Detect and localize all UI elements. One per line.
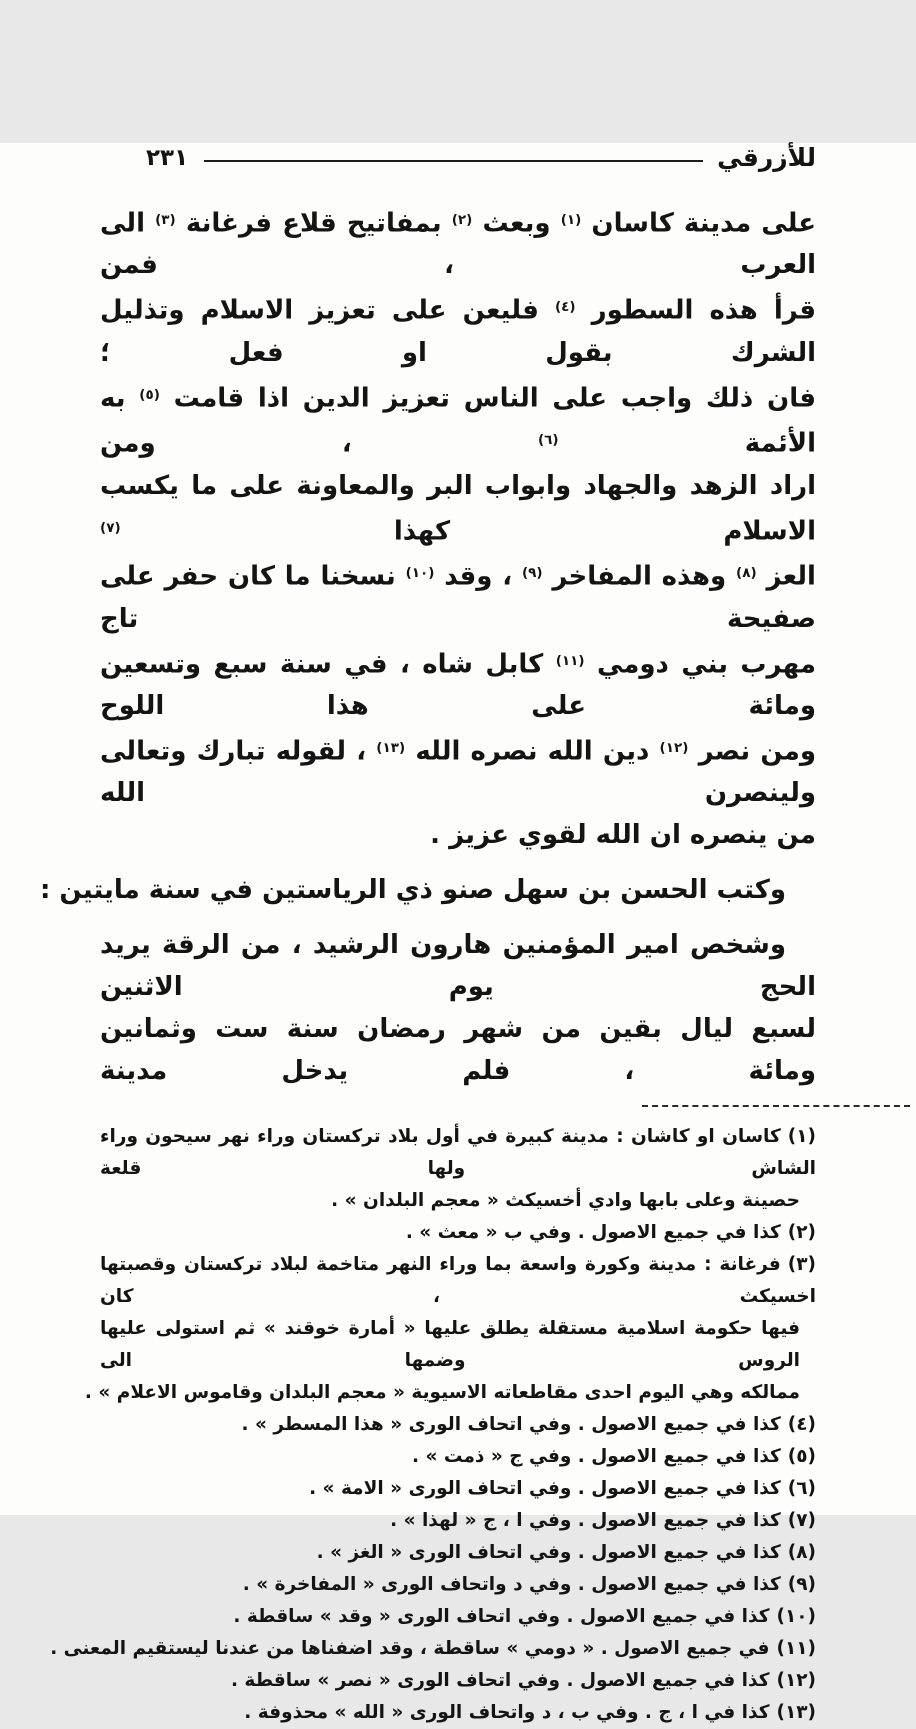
footnote-marker: (٨) xyxy=(787,1542,816,1564)
running-title: للأزرقي xyxy=(717,143,816,172)
body-line: العز $^{(٨)}$ وهذه المفاخر $^{(٩)}$ ، وقد $^{(١٠)}$ نسخنا ما كان حفر على صفيحة تاج xyxy=(100,561,816,634)
footnote-text: كاسان او كاشان : مدينة كبيرة في أول بلاد تركستان وراء نهر سيحون وراء الشاش ولها قلعة xyxy=(100,1126,816,1180)
body-line: اراد الزهد والجهاد وابواب البر والمعاونة على ما يكسب الاسلام كهذا $^{(٧)}$ xyxy=(100,470,816,547)
body-text xyxy=(39,199,816,1092)
footnote-marker: (٧) xyxy=(787,1510,816,1532)
footnote-text: كذا في جميع الاصول . وفي ج « ذمت » . xyxy=(412,1446,781,1468)
header-rule xyxy=(204,160,703,162)
footnote xyxy=(100,1505,816,1537)
body-line: وكتب الحسن بن سهل صنو ذي الرياستين في سنة مايتين : xyxy=(39,875,786,906)
book-page xyxy=(0,143,916,1724)
footnote-line xyxy=(100,1441,816,1473)
body-line: وشخص امير المؤمنين هارون الرشيد ، من الرقة يريد الحج يوم الاثنين xyxy=(100,930,816,1003)
body-line: فان ذلك واجب على الناس تعزيز الدين اذا قامت $^{(٥)}$ به الأئمة $^{(٦)}$ ، ومن xyxy=(100,383,816,459)
footnote-text: كذا في جميع الاصول . وفي ب « معث » . xyxy=(405,1222,781,1244)
footnote-line xyxy=(100,1601,816,1633)
footnote xyxy=(50,1633,816,1665)
paragraph xyxy=(39,869,816,911)
footnote-text: كذا في جميع الاصول . وفي اتحاف الورى « وقد » ساقطة . xyxy=(233,1606,770,1628)
footnote-marker: (٤) xyxy=(787,1414,816,1436)
body-line: لسبع ليال بقين من شهر رمضان سنة ست وثمانين ومائة ، فلم يدخل مدينة xyxy=(100,1014,816,1087)
footnote-marker: (٥) xyxy=(787,1446,816,1468)
footnote-marker: (١٣) xyxy=(776,1702,816,1724)
footnote-marker: (٣) xyxy=(787,1254,816,1276)
footnote-text: كذا في جميع الاصول . وفي اتحاف الورى « الامة » . xyxy=(309,1478,781,1500)
footnote-line: فيها حكومة اسلامية مستقلة يطلق عليها « أمارة خوقند » ثم استولى عليها الروس وضمها الى xyxy=(100,1318,800,1372)
footnote-line xyxy=(100,1665,816,1697)
footnote xyxy=(100,1121,816,1217)
footnote xyxy=(100,1409,816,1441)
footnote xyxy=(100,1665,816,1697)
footnote xyxy=(100,1569,816,1601)
footnote-text: كذا في جميع الاصول . وفي اتحاف الورى « الغز » . xyxy=(316,1542,781,1564)
footnote xyxy=(84,1249,816,1409)
footnote-ref: (١١) xyxy=(555,652,585,669)
footnote-text: كذا في جميع الاصول . وفي اتحاف الورى « هذا المسطر » . xyxy=(241,1414,781,1436)
footnote xyxy=(100,1537,816,1569)
footnote xyxy=(100,1697,816,1729)
footnote xyxy=(100,1441,816,1473)
footnote-text: في جميع الاصول . « دومي » ساقطة ، وقد اضفناها من عندنا ليستقيم المعنى . xyxy=(50,1638,770,1660)
body-line: من ينصره ان الله لقوي عزيز . xyxy=(430,820,816,851)
footnote xyxy=(100,1217,816,1249)
footnote-marker: (١) xyxy=(787,1126,816,1148)
footnote-line xyxy=(100,1505,816,1537)
page-header xyxy=(100,143,816,172)
footnote-ref: (٥) xyxy=(139,386,160,403)
footnote-text: كذا في جميع الاصول . وفي اتحاف الورى « نصر » ساقطة . xyxy=(230,1670,770,1692)
page-number: ٢٣١ xyxy=(146,144,189,171)
footnote-ref: (٧) xyxy=(100,519,121,536)
footnote-ref: (٦) xyxy=(537,432,559,449)
footnote xyxy=(100,1473,816,1505)
footnote-text: فرغانة : مدينة وكورة واسعة بما وراء النهر متاخمة لبلاد تركستان وقصبتها اخسيكث ، كان xyxy=(100,1254,816,1308)
footnote-marker: (١٢) xyxy=(776,1670,816,1692)
body-line: على مدينة كاسان $^{(١)}$ وبعث $^{(٢)}$ بمفاتيح قلاع فرغانة $^{(٣)}$ الى العرب ، فمن xyxy=(100,208,816,281)
footnote-line xyxy=(100,1697,816,1729)
footnote-ref: (١٢) xyxy=(659,739,689,756)
footnote-text: كذا في جميع الاصول . وفي ا ، ج « لهذا » . xyxy=(390,1510,781,1532)
body-line: ومن نصر $^{(١٢)}$ دين الله نصره الله $^{(١٣)}$ ، لقوله تبارك وتعالى ولينصرن الله xyxy=(100,736,816,809)
footnote-ref: (٢) xyxy=(451,212,473,228)
footnote-line xyxy=(100,1249,816,1313)
footnote-marker: (١٠) xyxy=(776,1606,816,1628)
footnote-line xyxy=(100,1217,816,1249)
footnote-line xyxy=(50,1633,816,1665)
footnote-ref: (٤) xyxy=(554,299,576,316)
footnote-marker: (٢) xyxy=(787,1222,816,1244)
footnote-line xyxy=(100,1537,816,1569)
footnote-marker: (١١) xyxy=(776,1638,816,1660)
footnote-line: حصينة وعلى بابها وادي أخسيكث « معجم البلدان » . xyxy=(331,1190,800,1212)
footnote-ref: (١٠) xyxy=(405,565,435,582)
footnote-text: كذا في جميع الاصول . وفي د واتحاف الورى « المفاخرة » . xyxy=(242,1574,781,1596)
footnote-ref: (٩) xyxy=(521,565,543,582)
body-line: قرأ هذه السطور $^{(٤)}$ فليعن على تعزيز الاسلام وتذليل الشرك بقول او فعل ؛ xyxy=(100,295,816,368)
paragraph xyxy=(100,199,816,856)
footnote-text: كذا في ا ، ج . وفي ب ، د واتحاف الورى « الله » محذوفة . xyxy=(244,1702,770,1724)
paragraph xyxy=(100,924,816,1092)
footnotes xyxy=(50,1121,816,1729)
footnote-ref: (١) xyxy=(560,212,582,228)
footnote-line: ممالكه وهي اليوم احدى مقاطعاته الاسيوية « معجم البلدان وقاموس الاعلام » . xyxy=(84,1382,800,1404)
footnote-marker: (٦) xyxy=(787,1478,816,1500)
footnote-line xyxy=(100,1121,816,1185)
footnote-marker: (٩) xyxy=(787,1574,816,1596)
footnote xyxy=(100,1601,816,1633)
footnote-ref: (١٣) xyxy=(376,739,406,756)
footnote-line xyxy=(100,1569,816,1601)
footnote-separator xyxy=(642,1105,910,1107)
footnote-line xyxy=(100,1473,816,1505)
footnote-ref: (٨) xyxy=(736,565,757,582)
body-line: مهرب بني دومي $^{(١١)}$ كابل شاه ، في سنة سبع وتسعين ومائة على هذا اللوح xyxy=(100,648,816,721)
footnote-ref: (٣) xyxy=(155,212,176,228)
footnote-line xyxy=(100,1409,816,1441)
